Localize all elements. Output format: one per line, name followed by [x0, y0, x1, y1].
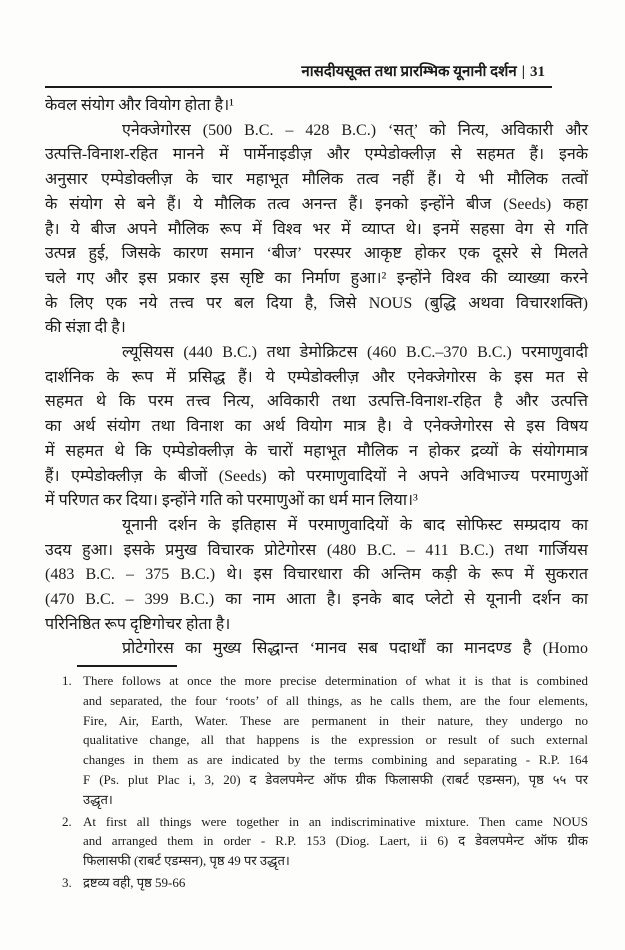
paragraph: [45, 637, 588, 662]
paragraph: [45, 341, 588, 514]
text-line: यूनानी दर्शन के इतिहास में परमाणुवादियों के बाद सोफिस्ट सम्प्रदाय का: [122, 516, 588, 534]
text-line: एनेक्जेगोरस (500 B.C. – 428 B.C.) ‘सत्’ को नित्य, अविकारी और: [122, 121, 588, 139]
chapter-title: नासदीयसूक्त तथा प्रारम्भिक यूनानी दर्शन: [301, 64, 517, 80]
footnote-line: and separated, the four ‘roots’ of all things, as he calls them, are the four elements,: [83, 692, 588, 708]
text-line: केवल संयोग और वियोग होता है।¹: [45, 97, 234, 114]
footnote-line: उद्धृत।: [83, 791, 113, 807]
footnote-2: [45, 812, 588, 871]
text-line: (483 B.C. – 375 B.C.) थे। इस विचारधारा की अन्तिम कड़ी के रूप में सुकरात: [45, 566, 588, 584]
text-line: सहमत थे कि परम तत्त्व नित्य, अविकारी तथा उत्पत्ति-विनाश-रहित है और उत्पत्ति: [45, 393, 588, 411]
footnote-number: 1.: [62, 673, 72, 688]
page-number: 31: [530, 64, 545, 80]
footnote-line: There follows at once the more precise determination of what it is that is combined: [83, 673, 588, 688]
footnote-number: 3.: [62, 874, 72, 890]
footnote-line: फिलासफी (राबर्ट एडम्सन), पृष्ठ 49 पर उद्धृत।: [83, 853, 290, 869]
text-line: परिनिष्ठित रूप दृष्टिगोचर होता है।: [45, 615, 231, 633]
footnote-line: Fire, Air, Earth, Water. These are permanent in their nature, they undergo no: [83, 712, 588, 728]
text-line: के संयोग से बने हैं। ये मौलिक तत्व अनन्त हैं। इनको इन्होंने बीज (Seeds) कहा: [45, 195, 588, 213]
text-line: उदय हुआ। इसके प्रमुख विचारक प्रोटेगोरस (480 B.C. – 411 B.C.) तथा गार्जियस: [45, 541, 588, 559]
footnote-number: 2.: [62, 813, 72, 829]
text-line: उत्पन्न हुई, जिसके कारण समान ‘बीज’ परस्पर आकृष्ट होकर एक दूसरे से मिलते: [45, 245, 588, 263]
footnote-line: changes in them as are indicated by the terms combining and separating - R.P. 164: [83, 752, 588, 768]
text-line: (470 B.C. – 399 B.C.) का नाम आता है। इनके बाद प्लेटो से यूनानी दर्शन का: [45, 591, 588, 609]
text-line: चले गए और इस प्रकार इस सृष्टि का निर्माण हुआ।² इन्होंने विश्व की व्याख्या करने: [45, 269, 588, 287]
running-header: [45, 62, 545, 82]
text-line: में परिणत कर दिया। इन्होंने गति को परमाणुओं का धर्म मान लिया।³: [45, 492, 418, 510]
paragraph: [45, 514, 588, 638]
text-line: की संज्ञा दी है।: [45, 319, 126, 337]
text-line: हैं। एम्पेडोक्लीज़ के बीजों (Seeds) को परमाणुवादियों ने अपने अविभाज्य परमाणुओं: [45, 467, 588, 485]
text-line: का अर्थ संयोग तथा विनाश का अर्थ वियोग मात्र है। वे एनेक्जेगोरस से इस विषय: [45, 418, 588, 436]
header-divider: |: [521, 64, 525, 80]
text-line: में सहमत थे कि एम्पेडोक्लीज़ के चारों महाभूत मौलिक न होकर द्रव्यों के संयोगमात्र: [45, 442, 588, 460]
paragraph: [45, 119, 588, 341]
footnotes: [45, 671, 588, 895]
paragraph: [45, 94, 588, 119]
footnote-line: qualitative change, all that happens is the expression or result of such external: [83, 732, 588, 748]
text-line: ल्यूसियस (440 B.C.) तथा डेमोक्रिटस (460 B.C.–370 B.C.) परमाणुवादी: [122, 344, 588, 362]
text-line: है। ये बीज अपने मौलिक रूप में विश्व भर में व्याप्त थे। इनमें सहसा वेग से गति: [45, 220, 588, 238]
text-line: दार्शनिक के रूप में प्रसिद्ध हैं। ये एम्पेडोक्लीज़ और एनेक्जेगोरस के इस मत से: [45, 368, 588, 386]
text-line: के लिए एक नये तत्त्व पर बल दिया है, जिसे NOUS (बुद्धि अथवा विचारशक्ति): [45, 294, 588, 312]
footnote-3: [45, 873, 588, 893]
footnote-line: and arranged them in order - R.P. 153 (Diog. Laert, ii 6) द डेवलपमेन्ट ऑफ ग्रीक: [83, 833, 588, 849]
footnote-1: [45, 671, 588, 810]
text-line: उत्पत्ति-विनाश-रहित मानने में पार्मेनाइडीज़ और एम्पेडोक्लीज़ से सहमत हैं। इनके: [45, 146, 588, 164]
footnote-line: F (Ps. plut Plac i, 3, 20) द डेवलपमेन्ट ऑफ ग्रीक फिलासफी (राबर्ट एडम्सन), पृष्ठ ५५ पर: [83, 771, 588, 787]
footnote-separator-rule: [77, 665, 177, 667]
footnote-line: At first all things were together in an indiscriminative mixture. Then came NOUS: [83, 813, 588, 829]
footnote-text: [83, 812, 588, 871]
footnote-text: [83, 873, 588, 893]
header-rule: [45, 86, 552, 88]
text-line: प्रोटेगोरस का मुख्य सिद्धान्त ‘मानव सब पदार्थों का मानदण्ड है (Homo: [122, 640, 588, 658]
footnote-text: [83, 671, 588, 810]
footnote-line: द्रष्टव्य वही, पृष्ठ 59-66: [83, 874, 186, 890]
text-line: अनुसार एम्पेडोक्लीज़ के चार महाभूत मौलिक तत्व नहीं हैं। ये भी मौलिक तत्वों: [45, 171, 588, 189]
body-text: [45, 94, 588, 662]
